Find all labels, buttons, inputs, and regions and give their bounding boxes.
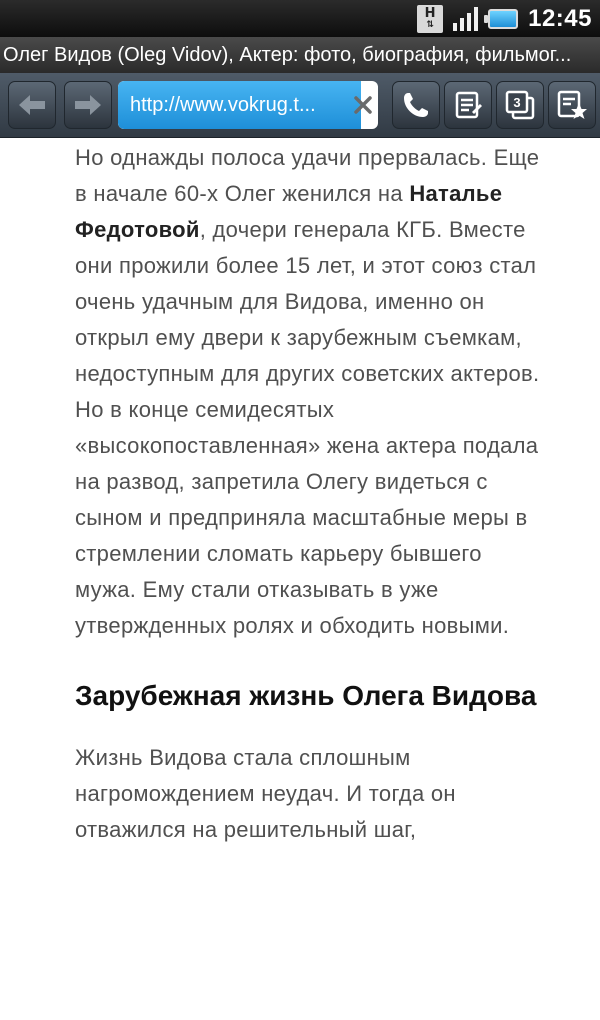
windows-button[interactable]	[496, 81, 544, 129]
section-heading: Зарубежная жизнь Олега Видова	[75, 680, 537, 711]
back-arrow-icon	[17, 93, 47, 117]
article-paragraph: Жизнь Видова стала сплошным нагромождением неудач. И тогда он отважился на решительный шаг,	[75, 745, 456, 842]
status-icons	[417, 0, 592, 37]
status-bar	[0, 0, 600, 37]
browser-toolbar	[0, 73, 600, 138]
bookmarks-button[interactable]	[548, 81, 596, 129]
paragraph-text: Но однажды полоса удачи прервалась. Еще в начале 60-х Олег женился на	[75, 145, 540, 206]
forward-arrow-icon	[73, 93, 103, 117]
clear-url-icon[interactable]	[350, 91, 376, 119]
call-button[interactable]	[392, 81, 440, 129]
windows-count: 3	[513, 95, 521, 110]
phone-icon	[401, 90, 431, 120]
network-type-label: H	[424, 5, 436, 21]
url-field[interactable]	[118, 81, 378, 129]
network-type-icon	[417, 5, 443, 33]
article-paragraph	[75, 140, 545, 644]
bookmarks-icon	[556, 89, 588, 121]
reader-icon	[454, 90, 482, 120]
forward-button[interactable]	[64, 81, 112, 129]
signal-strength-icon	[453, 7, 478, 31]
signal-bar	[460, 18, 464, 31]
signal-bar	[467, 13, 471, 31]
clock: 12:45	[528, 4, 592, 32]
windows-icon	[504, 89, 536, 121]
back-button[interactable]	[8, 81, 56, 129]
paragraph-text: , дочери генерала КГБ. Вместе они прожили более 15 лет, и этот союз стал очень удачным для Видова, именно он открыл ему двери к зарубежным съемкам, недоступным для других советских актеров. Но в конце семидесятых «высокопоставленная» жена актера подала на развод, запретила Олегу видеться с сыном и предприняла масштабные меры в стремлении сломать карьеру бывшего мужа. Ему стали отказывать в уже утвержденных ролях и обходить новыми.	[75, 217, 540, 638]
signal-bar	[453, 23, 457, 31]
battery-icon	[488, 9, 518, 29]
url-text[interactable]: http://www.vokrug.t...	[130, 94, 316, 116]
page-title: Олег Видов (Oleg Vidov), Актер: фото, биография, фильмог...	[0, 37, 600, 73]
article-content	[75, 138, 545, 848]
network-arrows: ⇅	[426, 19, 434, 30]
reader-button[interactable]	[444, 81, 492, 129]
signal-bar	[474, 7, 478, 31]
bold-name: Наталье Федотовой	[75, 181, 503, 242]
